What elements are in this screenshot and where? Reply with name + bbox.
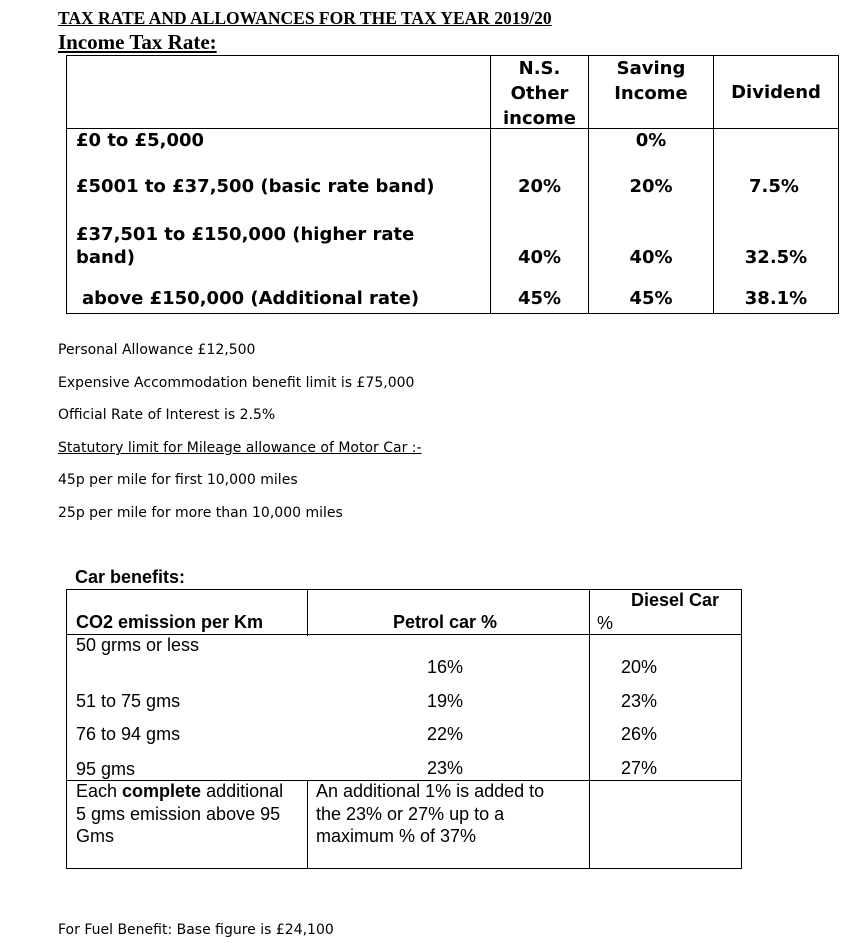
additional-emission-pre: Each — [76, 781, 123, 801]
additional-emission-line1 — [76, 781, 283, 802]
car-table-border-left — [66, 589, 67, 869]
diesel-row2: 23% — [621, 691, 658, 711]
document-title: TAX RATE AND ALLOWANCES FOR THE TAX YEAR 2019/20 — [58, 8, 552, 28]
rate-ns-row3: 40% — [517, 247, 562, 268]
header-ns-line1: N.S. — [518, 58, 561, 79]
diesel-row4: 27% — [621, 758, 658, 778]
personal-allowance-note: Personal Allowance £12,500 — [58, 342, 256, 358]
rate-saving-row4: 45% — [629, 288, 673, 309]
petrol-row4: 23% — [427, 758, 464, 778]
car-table-col-divider-1-bottom — [307, 780, 308, 869]
tax-table-border-top — [66, 55, 839, 56]
rate-dividend-row3: 32.5% — [744, 247, 808, 268]
additional-rule-line2: the 23% or 27% up to a — [316, 804, 505, 824]
header-ns-line3: income — [503, 108, 576, 129]
car-table-col-divider-1-top — [307, 589, 308, 636]
income-tax-subtitle: Income Tax Rate: — [58, 30, 217, 54]
car-benefits-heading: Car benefits: — [75, 567, 186, 587]
rate-dividend-row4: 38.1% — [744, 288, 808, 309]
header-co2-emission: CO2 emission per Km — [76, 612, 264, 632]
diesel-row3: 26% — [621, 724, 658, 744]
accommodation-note: Expensive Accommodation benefit limit is £75,000 — [58, 375, 415, 391]
header-percent: % — [597, 613, 614, 633]
additional-rule-line1: An additional 1% is added to — [316, 781, 545, 801]
emission-95: 95 gms — [76, 759, 136, 779]
car-table-border-bottom — [66, 868, 742, 869]
diesel-row1: 20% — [621, 657, 658, 677]
petrol-row1: 16% — [427, 657, 464, 677]
additional-rule-line3: maximum % of 37% — [316, 826, 477, 846]
header-petrol-car: Petrol car % — [393, 612, 498, 632]
rate-saving-row2: 20% — [629, 176, 673, 197]
emission-50-or-less: 50 grms or less — [76, 635, 200, 655]
rate-ns-row2: 20% — [517, 176, 562, 197]
header-dividend: Dividend — [731, 82, 821, 103]
rate-ns-row4: 45% — [517, 288, 562, 309]
rate-saving-row3: 40% — [629, 247, 673, 268]
additional-emission-line3: Gms — [76, 826, 114, 846]
mileage-heading: Statutory limit for Mileage allowance of Motor Car :- — [58, 440, 422, 456]
band-additional-rate: above £150,000 (Additional rate) — [82, 288, 420, 309]
rate-dividend-row2: 7.5% — [749, 176, 799, 197]
tax-table-border-right — [838, 55, 839, 314]
tax-table-border-bottom — [66, 313, 839, 314]
header-diesel-car: Diesel Car — [631, 590, 720, 610]
mileage-more-note: 25p per mile for more than 10,000 miles — [58, 505, 343, 521]
header-saving-line2: Income — [614, 83, 688, 104]
tax-table-border-left — [66, 55, 67, 314]
interest-rate-note: Official Rate of Interest is 2.5% — [58, 407, 276, 423]
rate-saving-row1: 0% — [635, 130, 667, 151]
petrol-row3: 22% — [427, 724, 464, 744]
car-table-col-divider-2 — [589, 589, 590, 869]
header-saving-line1: Saving — [616, 58, 686, 79]
additional-emission-post: additional — [201, 781, 284, 801]
emission-76-to-94: 76 to 94 gms — [76, 724, 181, 744]
petrol-row2: 19% — [427, 691, 464, 711]
header-ns-other-income — [491, 56, 588, 131]
car-table-border-right — [741, 589, 742, 869]
additional-emission-bold: complete — [122, 781, 202, 801]
additional-emission-line2: 5 gms emission above 95 — [76, 804, 281, 824]
emission-51-to-75: 51 to 75 gms — [76, 691, 181, 711]
header-ns-line2: Other — [510, 83, 569, 104]
tax-table-header-divider — [66, 128, 839, 129]
band-higher-rate-line1: £37,501 to £150,000 (higher rate — [76, 224, 415, 245]
band-higher-rate-line2: band) — [76, 247, 135, 268]
band-basic-rate: £5001 to £37,500 (basic rate band) — [76, 176, 435, 197]
header-saving-income — [589, 56, 713, 106]
band-0-to-5000: £0 to £5,000 — [76, 130, 205, 151]
fuel-benefit-note: For Fuel Benefit: Base figure is £24,100 — [58, 922, 334, 938]
mileage-first-note: 45p per mile for first 10,000 miles — [58, 472, 298, 488]
